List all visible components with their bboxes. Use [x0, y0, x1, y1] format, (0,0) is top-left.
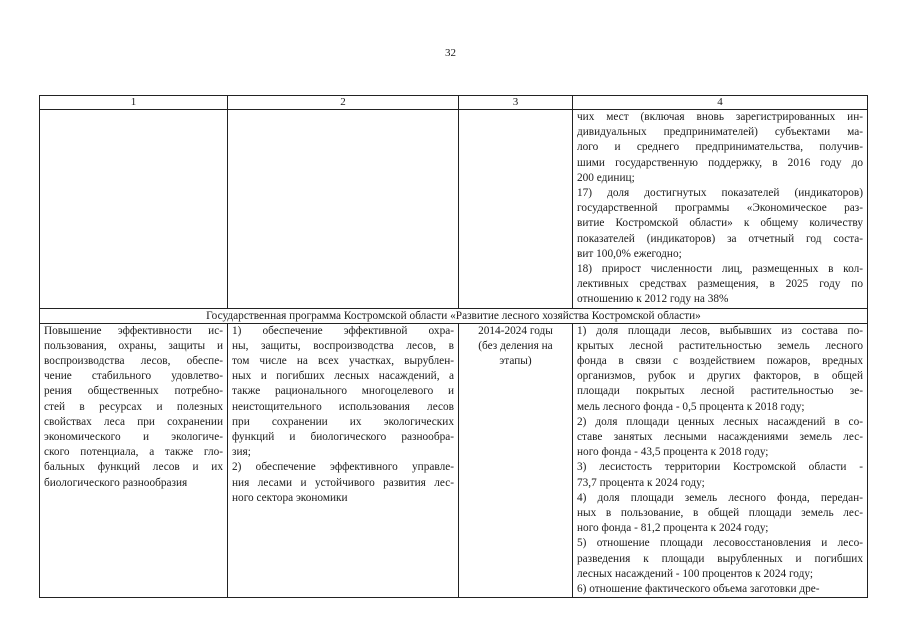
- program-period-cell: [459, 323, 573, 598]
- cell-text-line: при сохранении их экологических: [232, 415, 454, 428]
- header-cell-1: 1: [40, 96, 228, 110]
- cell-text-line: шими государственную поддержку, в 2016 году до: [577, 156, 863, 169]
- cell-text-line: крытых лесной растительностью земель лесного: [577, 339, 863, 352]
- cell-text-line: ного фонда - 43,5 процента к 2018 году;: [577, 446, 769, 459]
- cell-text-line: 6) отношение фактического объема заготовки дре-: [577, 583, 820, 596]
- cell-text-line: показателей (индикаторов) за отчетный год состa-: [577, 232, 863, 245]
- continuation-cell-2: [228, 110, 459, 309]
- program-table: [39, 95, 868, 598]
- cell-text-line: вит 100,0% ежегодно;: [577, 247, 682, 260]
- cell-text-line: лективных средствах размещения, в 2025 году по: [577, 278, 863, 291]
- cell-text-line: витие Костромской области» к общему количеству: [577, 217, 863, 230]
- cell-text-line: 2) доля площади ценных лесных насаждений в со-: [577, 415, 863, 428]
- program-goal-cell: [40, 323, 228, 598]
- cell-text-line: 18) прирост численности лиц, размещенных в кол-: [577, 263, 863, 276]
- cell-text-line: свойствах леса при сохранении: [44, 415, 223, 428]
- cell-text-line: мель лесного фонда - 0,5 процента к 2018 году;: [577, 400, 805, 413]
- cell-text-line: ных и погибших лесных насаждений, а: [232, 370, 454, 383]
- cell-text-line: 5) отношение площади лесовосстановления и лесо-: [577, 537, 863, 550]
- cell-text-line: лого и среднего предпринимательства, получив-: [577, 141, 863, 154]
- cell-text-line: стей в ресурсах и полезных: [44, 400, 223, 413]
- header-row: [40, 96, 868, 110]
- cell-text-line: ного сектора экономики: [232, 491, 348, 504]
- cell-text-line: (без деления на: [478, 339, 553, 352]
- continuation-cell-4: [573, 110, 868, 309]
- cell-text-line: ния лесами и устойчивого развития лес-: [232, 476, 454, 489]
- header-cell-3: 3: [459, 96, 573, 110]
- cell-text-line: ных в пользование, в общей площади земель лес-: [577, 507, 863, 520]
- header-cell-2: 2: [228, 96, 459, 110]
- page-number: 32: [445, 47, 456, 59]
- cell-text-line: Повышение эффективности ис-: [44, 324, 223, 337]
- cell-text-line: 2014-2024 годы: [478, 324, 553, 337]
- cell-text-line: организмов, рубок и других факторов, в общей: [577, 370, 863, 383]
- cell-text-line: чих мест (включая вновь зарегистрированных ин-: [577, 111, 863, 123]
- cell-text-line: этапы): [499, 355, 532, 368]
- cell-text-line: ного фонда - 81,2 процента к 2024 году;: [577, 522, 769, 535]
- cell-text-line: зия;: [232, 446, 251, 459]
- cell-text-line: ны, защиты, воспроизводства лесов, в: [232, 339, 454, 352]
- cell-text-line: дивидуальных предпринимателей) субъектами ма-: [577, 126, 863, 139]
- program-row: [40, 323, 868, 598]
- cell-text-line: функций и биологического разнообра-: [232, 431, 454, 444]
- cell-text-line: разведения к площади вырубленных и погибших: [577, 552, 863, 565]
- cell-text-line: неистощительного использования лесов: [232, 400, 454, 413]
- cell-text-line: 3) лесистость территории Костромской области -: [577, 461, 863, 474]
- cell-text-line: государственной программы «Экономическое раз-: [577, 202, 863, 215]
- continuation-cell-3: [459, 110, 573, 309]
- cell-text-line: также рационального многоцелевого и: [232, 385, 454, 398]
- program-title: Государственная программа Костромской области «Развитие лесного хозяйства Костромской области»: [40, 308, 868, 323]
- cell-text-line: 1) доля площади лесов, выбывших из состава по-: [577, 324, 863, 337]
- cell-text-line: 1) обеспечение эффективной охра-: [232, 324, 454, 337]
- cell-text-line: чение стабильного удовлетво-: [44, 370, 223, 383]
- cell-text-line: отношению к 2012 году на 38%: [577, 293, 729, 306]
- cell-text-line: биологического разнообразия: [44, 476, 188, 489]
- cell-text-line: 200 единиц;: [577, 171, 635, 184]
- continuation-cell-1: [40, 110, 228, 309]
- cell-text-line: 4) доля площади земель лесного фонда, передан-: [577, 491, 863, 504]
- program-title-row: [40, 308, 868, 323]
- cell-text-line: площади покрытых лесной растительностью зе-: [577, 385, 863, 398]
- cell-text-line: экономического и экологиче-: [44, 431, 223, 444]
- cell-text-line: том числе на всех участках, вырублен-: [232, 355, 454, 368]
- cell-text-line: ставе занятых лесными насаждениями земель лес-: [577, 431, 863, 444]
- header-cell-4: 4: [573, 96, 868, 110]
- cell-text-line: фонда в связи с воздействием пожаров, вредных: [577, 355, 863, 368]
- cell-text-line: бальных функций лесов и их: [44, 461, 223, 474]
- program-indicators-cell: [573, 323, 868, 598]
- cell-text-line: воспроизводства лесов, обеспе-: [44, 355, 223, 368]
- cell-text-line: пользования, охраны, защиты и: [44, 339, 223, 352]
- cell-text-line: 2) обеспечение эффективного управле-: [232, 461, 454, 474]
- cell-text-line: рения общественных потребно-: [44, 385, 223, 398]
- cell-text-line: ского потенциала, а также гло-: [44, 446, 223, 459]
- cell-text-line: 73,7 процента к 2024 году;: [577, 476, 705, 489]
- cell-text-line: 17) доля достигнутых показателей (индикаторов): [577, 187, 863, 200]
- cell-text-line: лесных насаждений - 100 процентов к 2024 году;: [577, 567, 813, 580]
- continuation-row: [40, 110, 868, 309]
- program-tasks-cell: [228, 323, 459, 598]
